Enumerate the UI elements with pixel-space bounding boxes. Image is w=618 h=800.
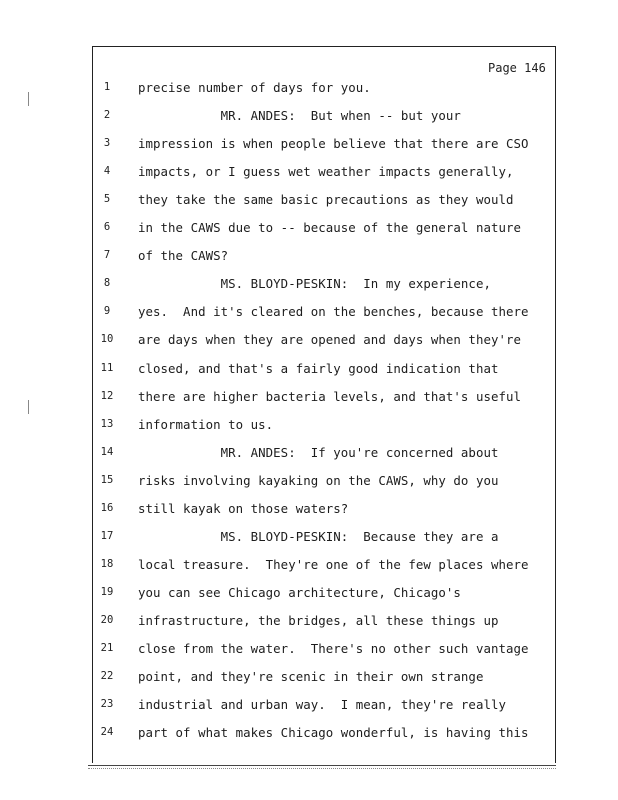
transcript-line: MR. ANDES: If you're concerned about [138,444,499,460]
transcript-line: risks involving kayaking on the CAWS, why do you [138,472,499,488]
transcript-line: still kayak on those waters? [138,500,349,516]
line-number: 10 [100,333,114,346]
transcript-line: part of what makes Chicago wonderful, is having this [138,725,529,741]
transcript-line: impacts, or I guess wet weather impacts generally, [138,164,514,180]
line-number: 23 [100,698,114,711]
line-number: 24 [100,726,114,739]
line-number: 8 [103,277,111,290]
line-number: 14 [100,445,114,458]
line-number: 16 [100,501,114,514]
transcript-line: precise number of days for you. [138,80,371,95]
transcript-line: MS. BLOYD-PESKIN: Because they are a [138,528,499,544]
line-number: 3 [103,137,111,150]
transcript-line: there are higher bacteria levels, and that's useful [138,388,521,404]
page-number: Page 146 [488,61,546,75]
page-bottom-rule [88,765,556,766]
line-number: 5 [103,193,111,206]
transcript-line: they take the same basic precautions as they would [138,192,514,208]
transcript-line: yes. And it's cleared on the benches, because there [138,304,529,320]
transcript-line: impression is when people believe that there are CSO [138,136,529,152]
line-number: 17 [100,529,114,542]
line-number: 19 [100,585,114,598]
line-number: 13 [100,417,114,430]
line-number: 1 [103,81,111,93]
transcript-line: information to us. [138,416,274,432]
transcript-line: in the CAWS due to -- because of the general nature [138,220,521,236]
line-number: 4 [103,165,111,178]
transcript-line: of the CAWS? [138,248,229,264]
transcript-line: you can see Chicago architecture, Chicago's [138,584,461,600]
margin-mark [28,400,33,414]
line-number: 6 [103,221,111,234]
line-number: 2 [103,109,111,122]
line-number: 20 [100,613,114,626]
margin-mark [28,92,33,106]
line-number: 7 [103,249,111,262]
page-bottom-rule-dotted [88,768,556,769]
line-number: 21 [100,642,114,654]
transcript-line: point, and they're scenic in their own strange [138,669,484,685]
line-number: 15 [100,473,114,486]
line-number: 22 [100,670,114,683]
transcript-line: MR. ANDES: But when -- but your [138,108,461,124]
line-number: 11 [100,361,114,374]
line-number: 9 [103,305,111,318]
transcript-line: MS. BLOYD-PESKIN: In my experience, [138,276,491,292]
line-number: 18 [100,557,114,570]
transcript-line: closed, and that's a fairly good indication that [138,360,499,376]
transcript-line: close from the water. There's no other such vantage [138,641,529,656]
transcript-line: infrastructure, the bridges, all these things up [138,612,499,628]
transcript-line: are days when they are opened and days when they're [138,332,521,348]
line-number: 12 [100,389,114,402]
transcript-line: industrial and urban way. I mean, they're really [138,697,506,713]
transcript-line: local treasure. They're one of the few places where [138,556,529,572]
